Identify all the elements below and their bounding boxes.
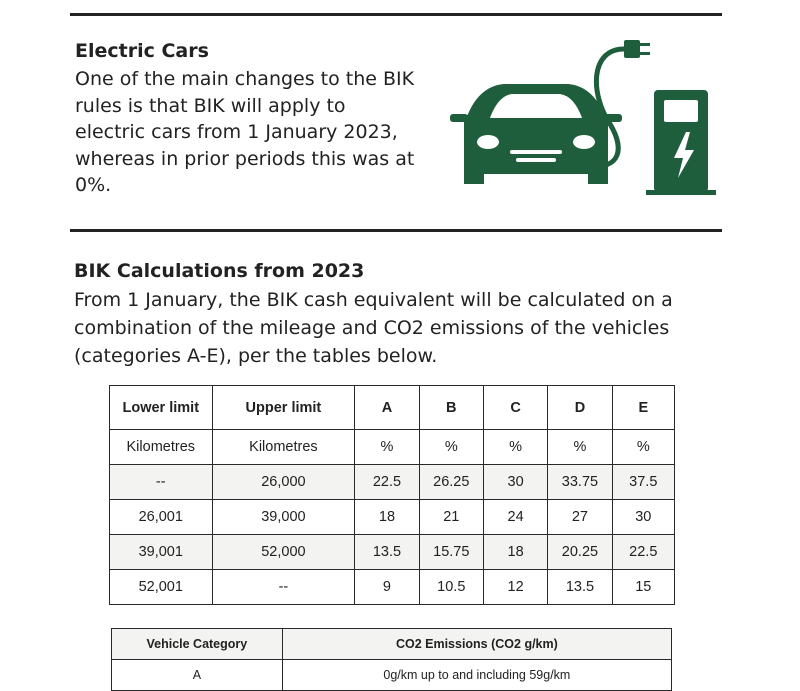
column-header: Vehicle Category xyxy=(112,629,283,660)
table-cell: 27 xyxy=(548,500,612,535)
column-header: B xyxy=(419,386,483,430)
table-cell: A xyxy=(112,660,283,691)
table-row xyxy=(110,430,675,465)
table-cell: 22.5 xyxy=(355,465,419,500)
table-row xyxy=(112,660,672,691)
table-cell: -- xyxy=(110,465,213,500)
bik-calculations-text: From 1 January, the BIK cash equivalent will be calculated on a combination of the mileage and CO2 emissions of the vehicles (categories A-E), per the tables below. xyxy=(74,289,673,367)
table-cell: % xyxy=(355,430,419,465)
column-header: D xyxy=(548,386,612,430)
table-cell: -- xyxy=(212,570,355,605)
table-cell: % xyxy=(483,430,547,465)
table-cell: 13.5 xyxy=(355,535,419,570)
table-cell: % xyxy=(612,430,674,465)
column-header: CO2 Emissions (CO2 g/km) xyxy=(282,629,671,660)
bik-calculations-section xyxy=(74,258,764,370)
table-cell: 24 xyxy=(483,500,547,535)
table-cell: 26,001 xyxy=(110,500,213,535)
table-cell: 52,000 xyxy=(212,535,355,570)
column-header: Lower limit xyxy=(110,386,213,430)
electric-cars-section xyxy=(75,38,415,199)
table-row xyxy=(110,570,675,605)
column-header: A xyxy=(355,386,419,430)
table-header-row xyxy=(112,629,672,660)
table-cell: 33.75 xyxy=(548,465,612,500)
bik-calculations-heading: BIK Calculations from 2023 xyxy=(74,260,365,282)
table-row xyxy=(110,500,675,535)
column-header: E xyxy=(612,386,674,430)
table-cell: 9 xyxy=(355,570,419,605)
table-cell: 15 xyxy=(612,570,674,605)
table-cell: 18 xyxy=(355,500,419,535)
table-cell: 10.5 xyxy=(419,570,483,605)
table-header-row xyxy=(110,386,675,430)
vehicle-category-table xyxy=(111,628,672,691)
table-cell: 13.5 xyxy=(548,570,612,605)
bik-rate-table xyxy=(109,385,675,605)
table-cell: 18 xyxy=(483,535,547,570)
table-cell: 30 xyxy=(483,465,547,500)
table-cell: 26.25 xyxy=(419,465,483,500)
table-cell: 39,000 xyxy=(212,500,355,535)
column-header: Upper limit xyxy=(212,386,355,430)
table-cell: 21 xyxy=(419,500,483,535)
table-cell: % xyxy=(548,430,612,465)
table-cell: Kilometres xyxy=(110,430,213,465)
table-cell: Kilometres xyxy=(212,430,355,465)
table-cell: % xyxy=(419,430,483,465)
table-cell: 26,000 xyxy=(212,465,355,500)
table-cell: 20.25 xyxy=(548,535,612,570)
table-cell: 30 xyxy=(612,500,674,535)
electric-cars-text: One of the main changes to the BIK rules is that BIK will apply to electric cars from 1 January 2023, whereas in prior periods this was at 0%. xyxy=(75,68,415,196)
table-cell: 37.5 xyxy=(612,465,674,500)
table-row xyxy=(110,465,675,500)
table-cell: 39,001 xyxy=(110,535,213,570)
column-header: C xyxy=(483,386,547,430)
table-cell: 15.75 xyxy=(419,535,483,570)
table-cell: 22.5 xyxy=(612,535,674,570)
electric-cars-heading: Electric Cars xyxy=(75,40,209,62)
table-cell: 52,001 xyxy=(110,570,213,605)
electric-car-charging-icon xyxy=(440,34,725,204)
table-row xyxy=(110,535,675,570)
middle-divider xyxy=(70,229,722,232)
table-cell: 12 xyxy=(483,570,547,605)
table-cell: 0g/km up to and including 59g/km xyxy=(282,660,671,691)
top-divider xyxy=(70,13,722,16)
